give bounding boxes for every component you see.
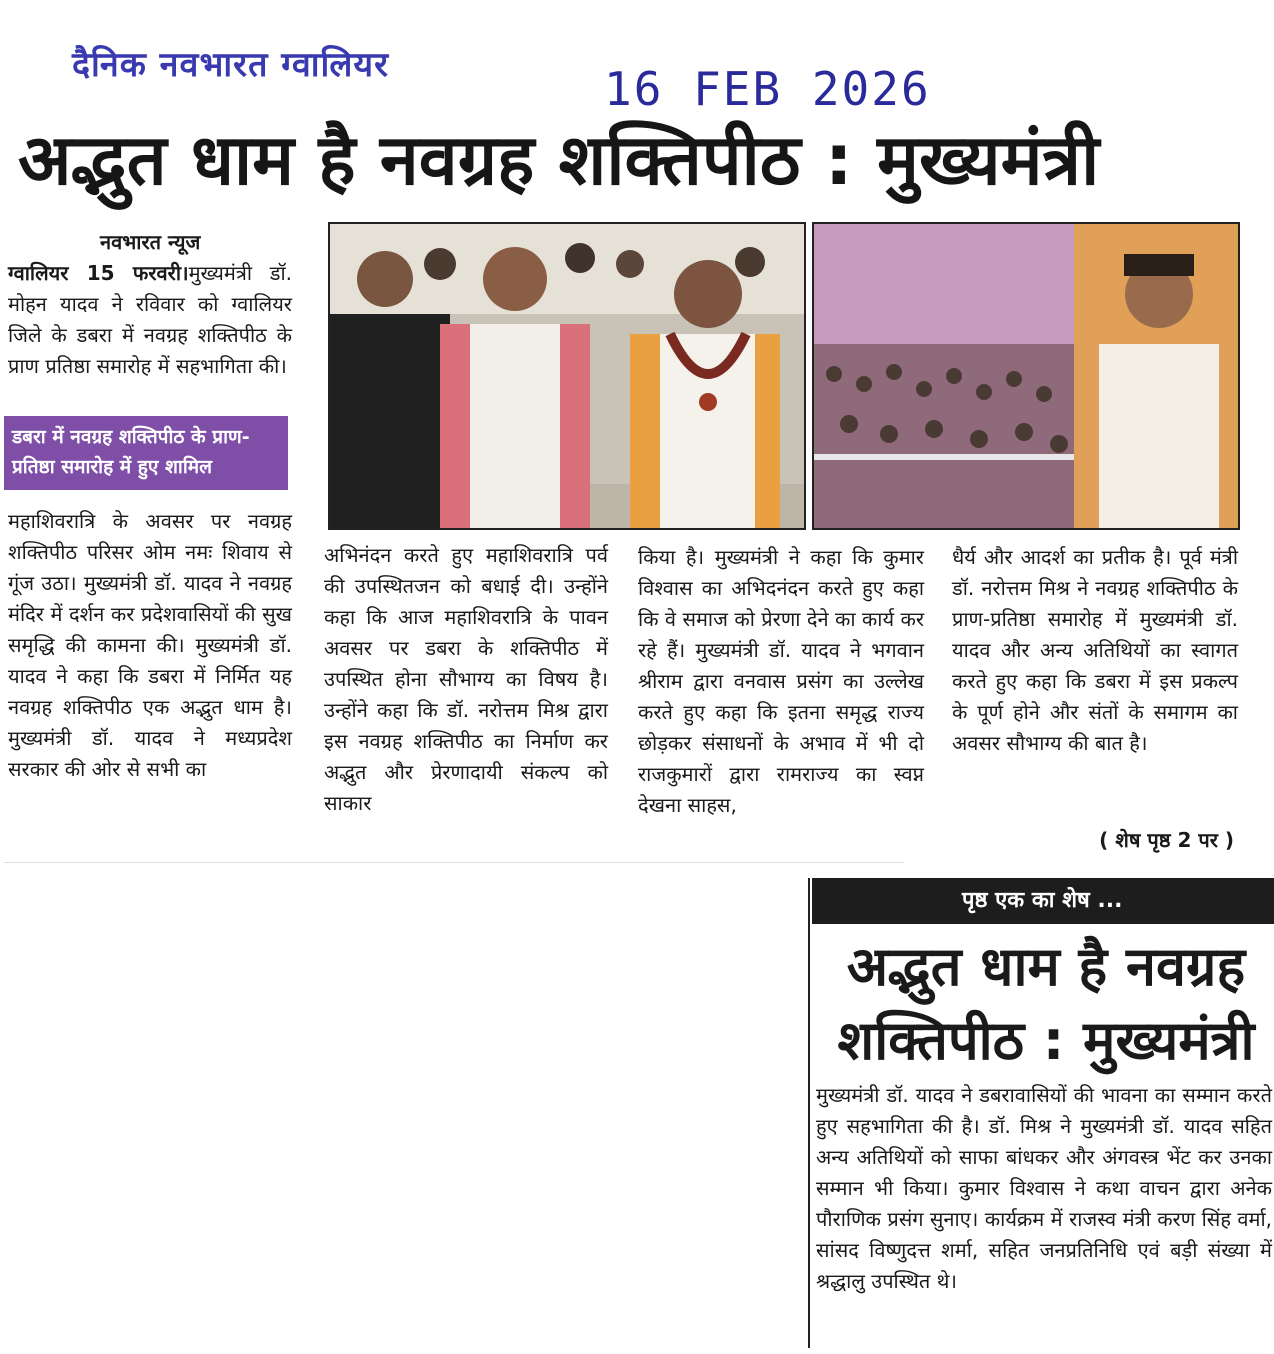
main-headline: अद्भुत धाम है नवग्रह शक्तिपीठ : मुख्यमंत्री (18, 119, 1100, 201)
dateline: ग्वालियर 15 फरवरी। (8, 261, 189, 285)
newspaper-masthead: दैनिक नवभारत ग्वालियर (72, 45, 390, 85)
continuation-bar: पृष्ठ एक का शेष ... (812, 878, 1274, 924)
continuation-headline: अद्भुत धाम है नवग्रह शक्तिपीठ : मुख्यमंत्री (837, 935, 1255, 1072)
continued-note: ( शेष पृष्ठ 2 पर ) (1099, 828, 1234, 852)
date-stamp: 16 FEB 2026 (604, 62, 931, 116)
column-4-text: धैर्य और आदर्श का प्रतीक है। पूर्व मंत्री डॉ. नरोत्तम मिश्र ने नवग्रह शक्तिपीठ के प्राण-प्रतिष्ठा समारोह में मुख्यमंत्री डॉ. यादव और अन्य अतिथियों का स्वागत करते हुए कहा कि डबरा में इस प्रकल्प के पूर्ण होने और संतों के समागम का अवसर सौभाग्य की बात है। (952, 545, 1238, 755)
article-column-2 (324, 540, 608, 819)
highlight-box: डबरा में नवग्रह शक्तिपीठ के प्राण-प्रतिष्ठा समारोह में हुए शामिल (4, 416, 288, 490)
article-column-4 (952, 542, 1238, 759)
lead-text: मुख्यमंत्री डॉ. मोहन यादव ने रविवार को ग्वालियर जिले के डबरा में नवग्रह शक्तिपीठ के प्राण प्रतिष्ठा समारोह में सहभागिता की। (8, 261, 292, 378)
article-column-3 (638, 542, 924, 821)
column-2-text: अभिनंदन करते हुए महाशिवरात्रि पर्व की उपस्थितजन को बधाई दी। उन्होंने कहा कि आज महाशिवरात्रि के पावन अवसर पर डबरा के शक्तिपीठ में उपस्थित होना सौभाग्य का विषय है। उन्होंने कहा कि डॉ. नरोत्तम मिश्र द्वारा इस नवग्रह शक्तिपीठ का निर्माण कर अद्भुत और प्रेरणादायी संकल्प को साकार (324, 543, 608, 815)
lead-paragraph (8, 258, 292, 382)
byline: नवभारत न्यूज (100, 230, 201, 254)
photo-crowd-speaker (812, 222, 1240, 530)
continuation-border (808, 878, 810, 1348)
section-divider (4, 862, 904, 863)
article-column-1 (8, 506, 292, 785)
column-3-text: किया है। मुख्यमंत्री ने कहा कि कुमार विश्वास का अभिदनंदन करते हुए कहा कि वे समाज को प्रेरणा देने का कार्य कर रहे हैं। मुख्यमंत्री डॉ. यादव ने भगवान श्रीराम द्वारा वनवास प्रसंग का उल्लेख करते हुए कहा कि इतना समृद्ध राज्य छोड़कर संसाधनों के अभाव में भी दो राजकुमारों द्वारा रामराज्य का स्वप्न देखना साहस, (638, 545, 924, 817)
column-1-text: महाशिवरात्रि के अवसर पर नवग्रह शक्तिपीठ परिसर ओम नमः शिवाय से गूंज उठा। मुख्यमंत्री डॉ. यादव ने नवग्रह मंदिर में दर्शन कर प्रदेशवासियों की सुख समृद्धि की कामना की। मुख्यमंत्री डॉ. यादव ने कहा कि डबरा में निर्मित यह नवग्रह शक्तिपीठ एक अद्भुत धाम है। मुख्यमंत्री डॉ. यादव ने मध्यप्रदेश सरकार की ओर से सभी का (8, 509, 292, 781)
photo-leaders-walking (328, 222, 806, 530)
continuation-body: मुख्यमंत्री डॉ. यादव ने डबरावासियों की भावना का सम्मान करते हुए सहभागिता की है। डॉ. मिश्र ने मुख्यमंत्री डॉ. यादव सहित अन्य अतिथियों को साफा बांधकर और अंगवस्त्र भेंट कर उनका सम्मान भी किया। कुमार विश्वास ने कथा वाचन द्वारा अनेक पौराणिक प्रसंग सुनाए। कार्यक्रम में राजस्व मंत्री करण सिंह वर्मा, सांसद विष्णुदत्त शर्मा, सहित जनप्रतिनिधि एवं बड़ी संख्या में श्रद्धालु उपस्थित थे। (816, 1083, 1272, 1293)
